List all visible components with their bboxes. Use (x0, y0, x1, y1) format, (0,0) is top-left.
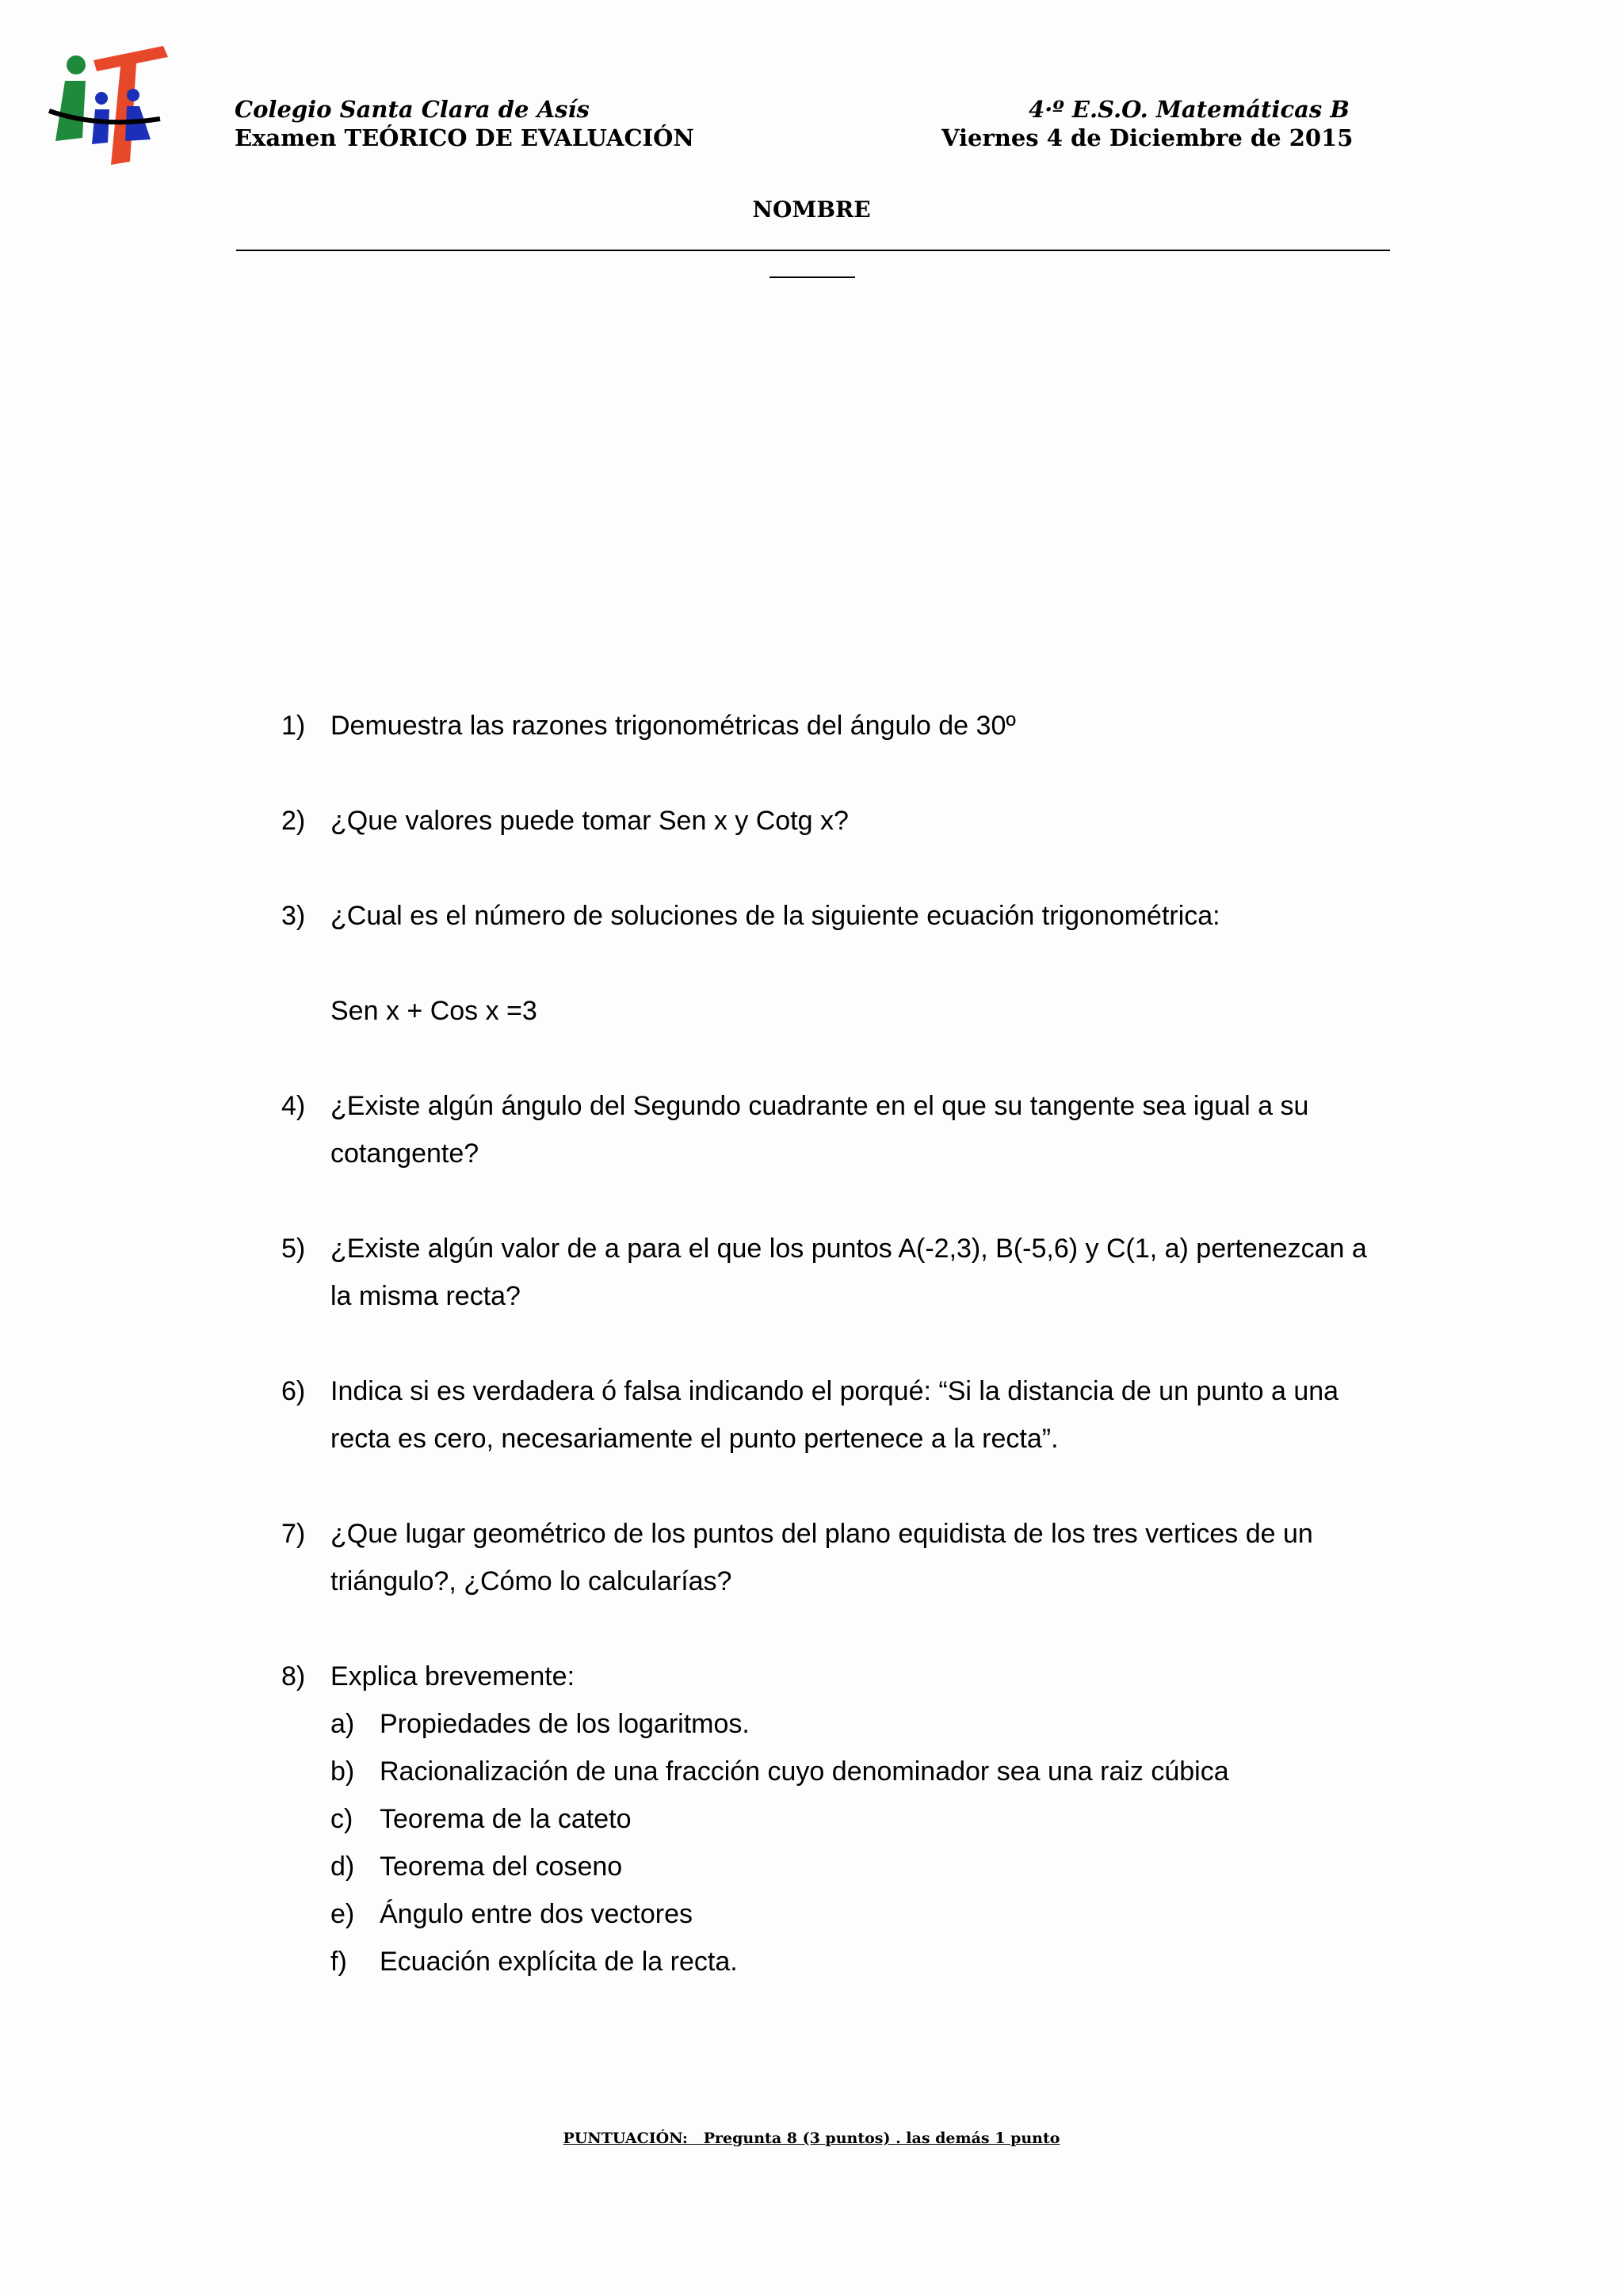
subitem-d (330, 1843, 1391, 1890)
subitem-letter: e) (330, 1899, 355, 1929)
question-list (281, 702, 1391, 1985)
question-text: ¿Existe algún valor de a para el que los puntos A(-2,3), B(-5,6) y C(1, a) pertenezcan a la misma recta? (330, 1234, 1367, 1311)
question-text: ¿Que valores puede tomar Sen x y Cotg x? (330, 806, 849, 836)
question-number: 5) (281, 1234, 306, 1264)
question-1 (281, 702, 1391, 749)
exam-type: Examen TEÓRICO DE EVALUACIÓN (235, 124, 694, 151)
question-number: 2) (281, 806, 306, 836)
subitem-text: Racionalización de una fracción cuyo denominador sea una raiz cúbica (380, 1756, 1229, 1787)
subitem-text: Ángulo entre dos vectores (380, 1899, 693, 1929)
question-text: Demuestra las razones trigonométricas del ángulo de 30º (330, 711, 1016, 741)
name-line (236, 250, 1390, 251)
course-title: 4·º E.S.O. Matemáticas B (1029, 96, 1350, 123)
subitem-letter: c) (330, 1804, 353, 1834)
question-number: 1) (281, 711, 306, 741)
question-number: 7) (281, 1519, 306, 1549)
scoring-note: PUNTUACIÓN: Pregunta 8 (3 puntos) . las demás 1 punto (563, 2130, 1060, 2147)
subitem-text: Teorema de la cateto (380, 1804, 632, 1834)
subitem-b (330, 1748, 1391, 1795)
subitem-letter: d) (330, 1852, 355, 1882)
subitem-letter: b) (330, 1756, 355, 1787)
question-2 (281, 797, 1391, 845)
subitem-letter: f) (330, 1947, 347, 1977)
question-number: 6) (281, 1376, 306, 1406)
equation: Sen x + Cos x =3 (330, 996, 537, 1026)
subitem-f (330, 1938, 1391, 1985)
subitem-a (330, 1700, 1391, 1748)
subitem-text: Teorema del coseno (380, 1852, 623, 1882)
exam-date: Viernes 4 de Diciembre de 2015 (941, 124, 1354, 151)
school-name: Colegio Santa Clara de Asís (235, 96, 590, 123)
question-4 (281, 1082, 1391, 1177)
subitem-letter: a) (330, 1709, 355, 1739)
subitem-c (330, 1795, 1391, 1843)
subitem-text: Propiedades de los logaritmos. (380, 1709, 750, 1739)
question-text: Explica brevemente: (330, 1661, 575, 1691)
question-6 (281, 1367, 1391, 1463)
short-divider (769, 277, 855, 278)
question-7 (281, 1510, 1391, 1605)
question-text: ¿Cual es el número de soluciones de la siguiente ecuación trigonométrica: (330, 901, 1220, 931)
question-number: 3) (281, 901, 306, 931)
question-text: Indica si es verdadera ó falsa indicando el porqué: “Si la distancia de un punto a una recta es cero, necesariamente el punto pertenece a la recta”. (330, 1376, 1339, 1454)
question-5 (281, 1225, 1391, 1320)
subitem-text: Ecuación explícita de la recta. (380, 1947, 738, 1977)
question-text: ¿Que lugar geométrico de los puntos del plano equidista de los tres vertices de un triángulo?, ¿Cómo lo calcularías? (330, 1519, 1313, 1596)
question-number: 4) (281, 1091, 306, 1121)
header-left (235, 95, 694, 152)
school-logo (44, 43, 171, 173)
name-label: NOMBRE (752, 196, 871, 223)
subitem-e (330, 1890, 1391, 1938)
header-right (941, 95, 1353, 152)
question-8 (281, 1653, 1391, 1985)
question-number: 8) (281, 1661, 306, 1691)
question-3 (281, 892, 1391, 940)
question-text: ¿Existe algún ángulo del Segundo cuadrante en el que su tangente sea igual a su cotangente? (330, 1091, 1309, 1169)
